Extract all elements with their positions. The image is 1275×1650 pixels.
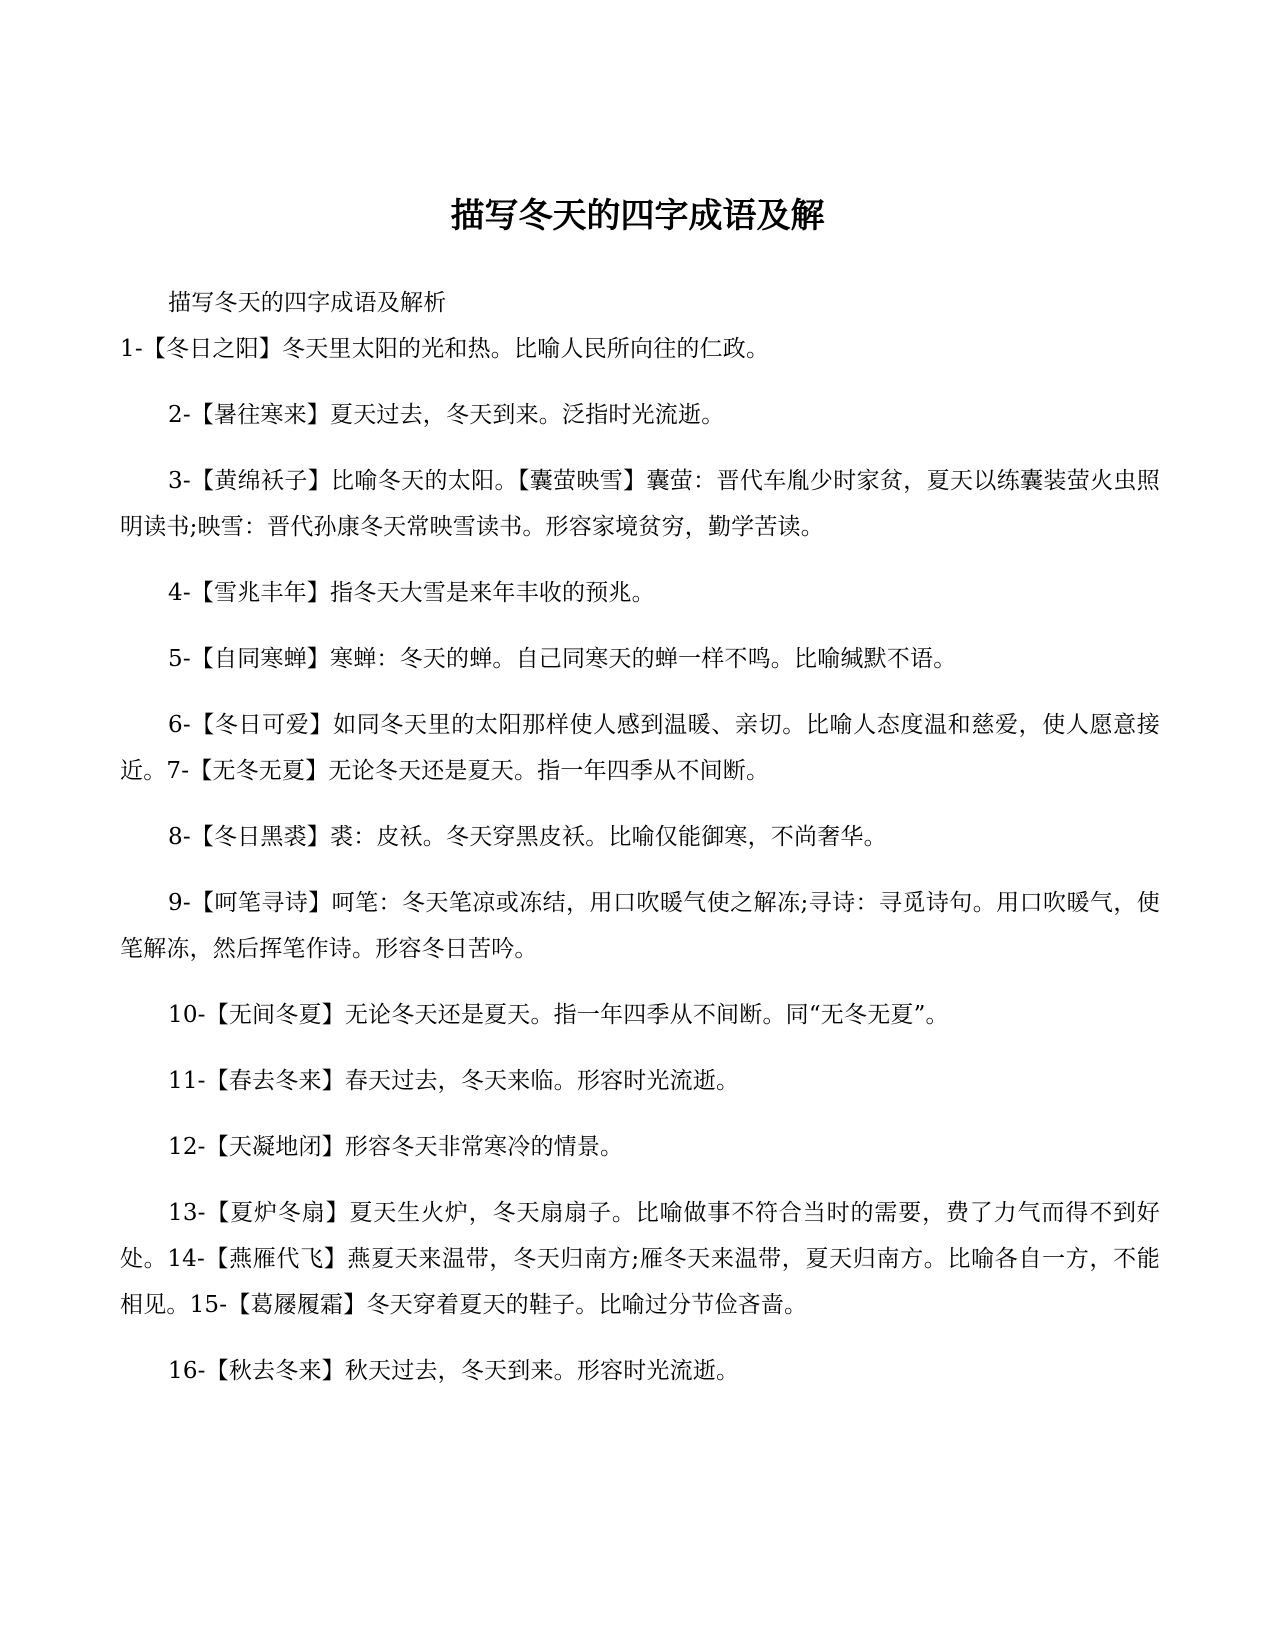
idiom-paragraph-5: 5-【自同寒蝉】寒蝉：冬天的蝉。自己同寒天的蝉一样不鸣。比喻缄默不语。 <box>168 646 957 672</box>
idiom-paragraph-13: 13-【夏炉冬扇】夏天生火炉，冬天扇扇子。比喻做事不符合当时的需要，费了力气而得不到好处。14-【燕雁代飞】燕夏天来温带，冬天归南方;雁冬天来温带，夏天归南方。比喻各自一方，不能相见。15-【葛屦履霜】冬天穿着夏天的鞋子。比喻过分节俭吝啬。 <box>120 1200 1160 1318</box>
idiom-paragraph-11: 11-【春去冬来】春天过去，冬天来临。形容时光流逝。 <box>168 1068 740 1094</box>
idiom-paragraph-1: 1-【冬日之阳】冬天里太阳的光和热。比喻人民所向往的仁政。 <box>120 336 770 362</box>
idiom-paragraph-3: 3-【黄绵袄子】比喻冬天的太阳。【囊萤映雪】囊萤：晋代车胤少时家贫，夏天以练囊装萤火虫照明读书;映雪：晋代孙康冬天常映雪读书。形容家境贫穷，勤学苦读。 <box>120 468 1160 540</box>
idiom-paragraph-9: 9-【呵笔寻诗】呵笔：冬天笔凉或冻结，用口吹暖气使之解冻;寻诗：寻觅诗句。用口吹暖气，使笔解冻，然后挥笔作诗。形容冬日苦吟。 <box>120 890 1160 962</box>
idiom-paragraph-8: 8-【冬日黑裘】裘：皮袄。冬天穿黑皮袄。比喻仅能御寒，不尚奢华。 <box>168 824 887 850</box>
document-body <box>120 280 1160 1394</box>
idiom-paragraph-6: 6-【冬日可爱】如同冬天里的太阳那样使人感到温暖、亲切。比喻人态度温和慈爱，使人愿意接近。7-【无冬无夏】无论冬天还是夏天。指一年四季从不间断。 <box>120 712 1160 784</box>
document-title: 描写冬天的四字成语及解 <box>450 196 825 236</box>
idiom-paragraph-16: 16-【秋去冬来】秋天过去，冬天到来。形容时光流逝。 <box>168 1358 740 1384</box>
idiom-paragraph-4: 4-【雪兆丰年】指冬天大雪是来年丰收的预兆。 <box>168 580 655 606</box>
idiom-paragraph-2: 2-【暑往寒来】夏天过去，冬天到来。泛指时光流逝。 <box>168 402 725 428</box>
document-subtitle: 描写冬天的四字成语及解析 <box>168 290 447 316</box>
idiom-paragraph-12: 12-【天凝地闭】形容冬天非常寒冷的情景。 <box>168 1134 624 1160</box>
idiom-paragraph-10: 10-【无间冬夏】无论冬天还是夏天。指一年四季从不间断。同“无冬无夏”。 <box>168 1002 949 1028</box>
